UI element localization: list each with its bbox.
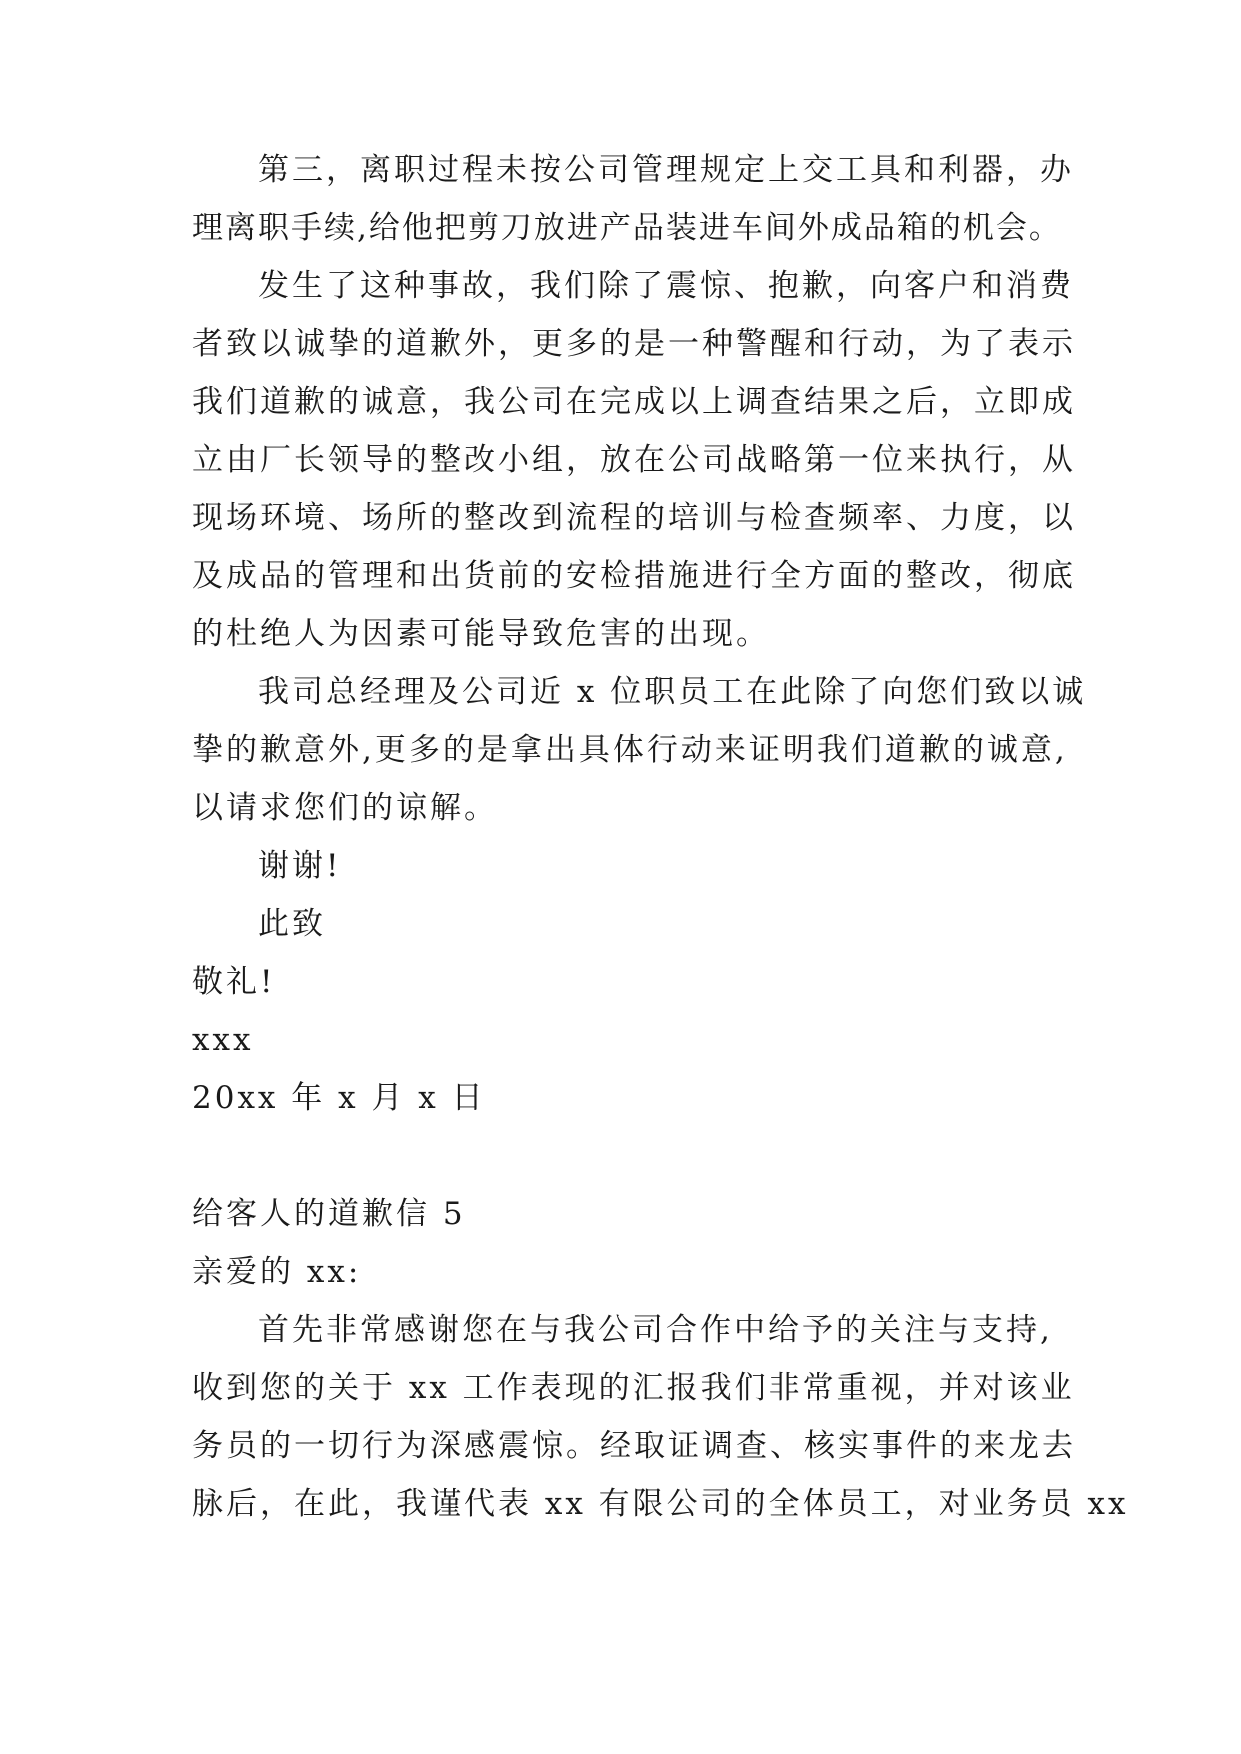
paragraph-line: 立由厂长领导的整改小组，放在公司战略第一位来执行，从 — [192, 442, 1076, 478]
paragraph-line: 脉后，在此，我谨代表 xx 有限公司的全体员工，对业务员 xx — [192, 1486, 1129, 1522]
section-heading: 给客人的道歉信 5 — [192, 1196, 466, 1232]
paragraph-line: 的杜绝人为因素可能导致危害的出现。 — [192, 616, 770, 652]
greeting: 亲爱的 xx: — [192, 1254, 362, 1290]
signature: xxx — [192, 1022, 254, 1058]
paragraph-line: 发生了这种事故，我们除了震惊、抱歉，向客户和消费 — [258, 268, 1074, 304]
date-line: 20xx 年 x 月 x 日 — [192, 1080, 486, 1116]
paragraph-line: 第三，离职过程未按公司管理规定上交工具和利器，办 — [258, 152, 1074, 188]
closing-regards: 敬礼! — [192, 964, 276, 1000]
paragraph-line: 首先非常感谢您在与我公司合作中给予的关注与支持, — [258, 1312, 1053, 1348]
paragraph-line: 及成品的管理和出货前的安检措施进行全方面的整改，彻底 — [192, 558, 1076, 594]
paragraph-line: 现场环境、场所的整改到流程的培训与检查频率、力度，以 — [192, 500, 1076, 536]
paragraph-line: 我们道歉的诚意，我公司在完成以上调查结果之后，立即成 — [192, 384, 1076, 420]
paragraph-line: 以请求您们的谅解。 — [192, 790, 498, 826]
paragraph-line: 理离职手续,给他把剪刀放进产品装进车间外成品箱的机会。 — [192, 210, 1062, 246]
paragraph-line: 收到您的关于 xx 工作表现的汇报我们非常重视，并对该业 — [192, 1370, 1075, 1406]
paragraph-line: 我司总经理及公司近 x 位职员工在此除了向您们致以诚 — [258, 674, 1087, 710]
paragraph-line: 务员的一切行为深感震惊。经取证调查、核实事件的来龙去 — [192, 1428, 1076, 1464]
closing-thanks: 谢谢! — [258, 848, 342, 884]
closing-salutation: 此致 — [258, 906, 326, 942]
paragraph-line: 挚的歉意外,更多的是拿出具体行动来证明我们道歉的诚意, — [192, 732, 1068, 768]
paragraph-line: 者致以诚挚的道歉外，更多的是一种警醒和行动，为了表示 — [192, 326, 1076, 362]
